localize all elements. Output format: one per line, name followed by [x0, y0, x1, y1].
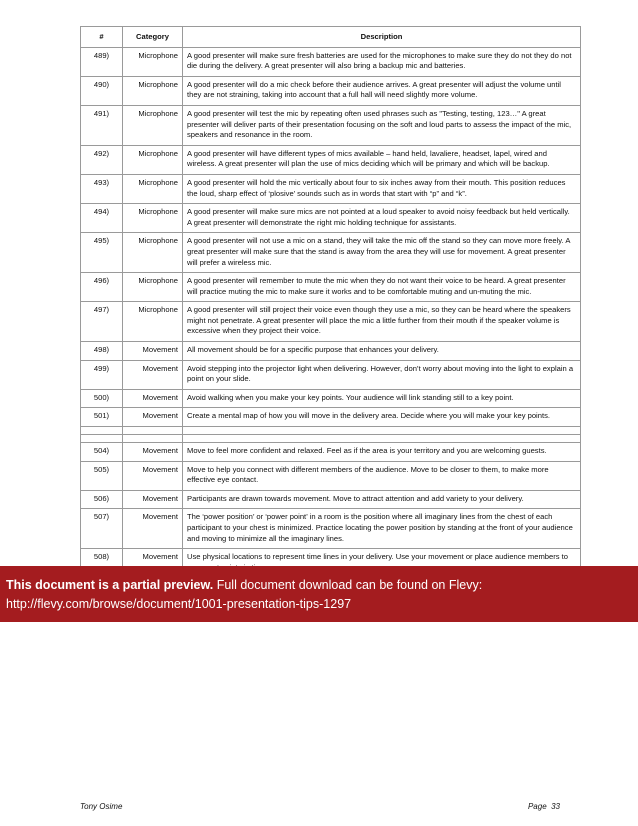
row-number: 497) — [81, 302, 123, 342]
row-description: A good presenter will still project their voice even though they use a mic, so they can be heard where the speakers might not penetrate. A great presenter will place the mic a little further from their mouth if the speaker volume is excessive when they project their voice. — [183, 302, 581, 342]
table-row — [81, 342, 581, 361]
row-number: 507) — [81, 509, 123, 549]
row-number: 501) — [81, 408, 123, 427]
row-category: Movement — [123, 461, 183, 490]
row-category: Microphone — [123, 47, 183, 76]
row-description: A good presenter will test the mic by repeating often used phrases such as "Testing, testing, 123…" A great presenter will deliver parts of their presentation focusing on the soft and loud parts to assess the impact of the mic, speakers and resonance in the room. — [183, 105, 581, 145]
row-category: Movement — [123, 408, 183, 427]
row-description — [183, 427, 581, 435]
row-description: The ‘power position’ or ‘power point’ in a room is the position where all imaginary lines from the chest of each participant to your chest is minimized. Practice locating the power position by standing at the front of your audience and moving to minimize all the imaginary lines. — [183, 509, 581, 549]
row-number: 506) — [81, 490, 123, 509]
row-category: Movement — [123, 549, 183, 578]
row-number: 504) — [81, 443, 123, 462]
footer-page-number — [528, 802, 560, 811]
table-row — [81, 302, 581, 342]
row-number: 489) — [81, 47, 123, 76]
row-description: A good presenter will not use a mic on a stand, they will take the mic off the stand so they can move more freely. A great presenter will make sure that the stand is away from the area they will use for movement. A great presenter will prefer a wireless mic. — [183, 233, 581, 273]
footer-page-value: 33 — [551, 802, 560, 811]
table-row — [81, 47, 581, 76]
row-category: Movement — [123, 360, 183, 389]
row-description: A good presenter will make sure mics are not pointed at a loud speaker to avoid noisy feedback but held vertically. A great presenter will demonstrate the right mic holding technique for assistants. — [183, 204, 581, 233]
header-description: Description — [183, 27, 581, 48]
row-category — [123, 427, 183, 435]
tips-table — [80, 26, 581, 578]
row-number — [81, 427, 123, 435]
table-row — [81, 76, 581, 105]
table-row — [81, 435, 581, 443]
row-number: 500) — [81, 389, 123, 408]
table-row — [81, 273, 581, 302]
banner-bold-text: This document is a partial preview. — [6, 578, 214, 592]
row-category: Microphone — [123, 76, 183, 105]
table-row — [81, 105, 581, 145]
row-description: Avoid stepping into the projector light when delivering. However, don’t worry about moving into the light to explain a point on your slide. — [183, 360, 581, 389]
table-row — [81, 408, 581, 427]
row-number: 495) — [81, 233, 123, 273]
table-row — [81, 509, 581, 549]
row-number: 494) — [81, 204, 123, 233]
row-category — [123, 435, 183, 443]
row-category: Movement — [123, 490, 183, 509]
row-description: Move to help you connect with different members of the audience. Move to be closer to them, to make more effective eye contact. — [183, 461, 581, 490]
table-body — [81, 47, 581, 578]
row-number: 498) — [81, 342, 123, 361]
row-category: Microphone — [123, 204, 183, 233]
table-row — [81, 389, 581, 408]
header-category: Category — [123, 27, 183, 48]
row-description: A good presenter will make sure fresh batteries are used for the microphones to make sure they do not they do not die during the delivery. A great presenter will also bring a backup mic and batteries. — [183, 47, 581, 76]
footer-page-label: Page — [527, 802, 547, 811]
table-row — [81, 204, 581, 233]
banner-link[interactable]: http://flevy.com/browse/document/1001-presentation-tips-1297 — [6, 597, 352, 611]
row-number: 496) — [81, 273, 123, 302]
row-category: Movement — [123, 443, 183, 462]
table-row — [81, 174, 581, 203]
row-category: Microphone — [123, 233, 183, 273]
row-description: Participants are drawn towards movement. Move to attract attention and add variety to your delivery. — [183, 490, 581, 509]
table-row — [81, 145, 581, 174]
footer-author: Tony Osime — [80, 802, 123, 811]
row-category: Movement — [123, 389, 183, 408]
header-number: # — [81, 27, 123, 48]
row-description — [183, 435, 581, 443]
row-description: A good presenter will remember to mute the mic when they do not want their voice to be heard. A great presenter will practice muting the mic to make sure it works and to be comfortable muting and un-muting the mic. — [183, 273, 581, 302]
banner-message — [6, 576, 482, 595]
table-row — [81, 233, 581, 273]
row-description: Create a mental map of how you will move in the delivery area. Decide where you will make your key points. — [183, 408, 581, 427]
row-description: Use physical locations to represent time lines in your delivery. Use your movement or place audience members to — [183, 549, 581, 578]
row-number: 508) — [81, 549, 123, 578]
row-number — [81, 435, 123, 443]
row-category: Movement — [123, 509, 183, 549]
row-number: 492) — [81, 145, 123, 174]
row-description: Move to feel more confident and relaxed. Feel as if the area is your territory and you are welcoming guests. — [183, 443, 581, 462]
banner-text: Full document download can be found on Flevy: — [216, 578, 483, 592]
row-category: Microphone — [123, 145, 183, 174]
row-description: A good presenter will do a mic check before their audience arrives. A great presenter will adjust the volume until they are not straining, taking into account that a full hall will need slightly more volume. — [183, 76, 581, 105]
row-category: Microphone — [123, 273, 183, 302]
row-number: 491) — [81, 105, 123, 145]
row-description: All movement should be for a specific purpose that enhances your delivery. — [183, 342, 581, 361]
row-description: A good presenter will have different types of mics available – hand held, lavaliere, headset, lapel, wired and wireless. A great presenter will plan the use of mics deciding which will be primary and which will be backup. — [183, 145, 581, 174]
row-category: Movement — [123, 342, 183, 361]
table-row — [81, 427, 581, 435]
table-header-row — [81, 27, 581, 48]
row-number: 505) — [81, 461, 123, 490]
row-category: Microphone — [123, 302, 183, 342]
row-category: Microphone — [123, 174, 183, 203]
table-row — [81, 443, 581, 462]
row-number: 493) — [81, 174, 123, 203]
row-description: A good presenter will hold the mic vertically about four to six inches away from their mouth. This position reduces the loud, sharp effect of ‘plosive’ sounds such as in words that start with “p” and “k”. — [183, 174, 581, 203]
row-number: 490) — [81, 76, 123, 105]
row-description: Avoid walking when you make your key points. Your audience will link standing still to a key point. — [183, 389, 581, 408]
table-row — [81, 360, 581, 389]
preview-banner — [0, 566, 638, 622]
row-number: 499) — [81, 360, 123, 389]
table-row — [81, 490, 581, 509]
table-row — [81, 461, 581, 490]
row-category: Microphone — [123, 105, 183, 145]
page-footer — [80, 802, 580, 814]
